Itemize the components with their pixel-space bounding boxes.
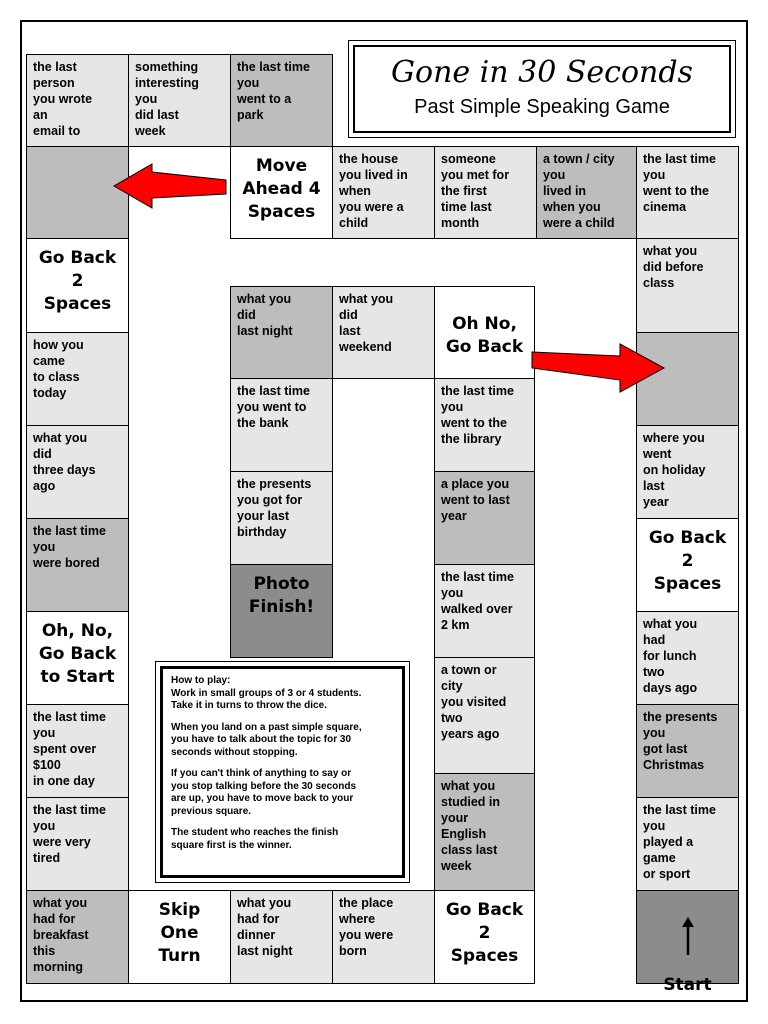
square-town-lived-child[interactable]: a town / city you lived in when you were a child [536,146,637,239]
arrow-right-icon [528,340,668,396]
square-oh-no-go-back[interactable]: Oh No, Go Back [434,286,535,379]
square-place-last-year[interactable]: a place you went to last year [434,471,535,565]
square-did-three-days-ago[interactable]: what you did three days ago [26,425,129,519]
howto-landing: When you land on a past simple square, you have to talk about the topic for 30 seconds without stopping. [171,721,362,758]
square-walked-over-2km[interactable]: the last time you walked over 2 km [434,564,535,658]
square-something-interesting[interactable]: something interesting you did last week [128,54,231,147]
square-english-class[interactable]: what you studied in your English class last week [434,773,535,891]
square-how-came-to-class[interactable]: how you came to class today [26,332,129,426]
square-last-time-park[interactable]: the last time you went to a park [230,54,333,147]
square-town-visited-two-years[interactable]: a town or city you visited two years ago [434,657,535,774]
square-birthday-presents[interactable]: the presents you got for your last birthday [230,471,333,565]
square-holiday-last-year[interactable]: where you went on holiday last year [636,425,739,519]
square-skip-one-turn[interactable]: Skip One Turn [128,890,231,984]
how-to-play-frame [160,666,405,878]
square-house-as-child[interactable]: the house you lived in when you were a child [332,146,435,239]
howto-winner: The student who reaches the finish square first is the winner. [171,827,339,851]
square-last-person-email[interactable]: the last person you wrote an email to [26,54,129,147]
title-inner-frame [353,45,731,133]
square-lunch-two-days-ago[interactable]: what you had for lunch two days ago [636,611,739,705]
square-go-back-2-bottom[interactable]: Go Back 2 Spaces [434,890,535,984]
square-spent-over-100[interactable]: the last time you spent over $100 in one day [26,704,129,798]
square-go-back-2-right[interactable]: Go Back 2 Spaces [636,518,739,612]
up-arrow-icon [678,917,698,957]
square-place-born[interactable]: the place where you were born [332,890,435,984]
square-someone-met-first[interactable]: someone you met for the first time last month [434,146,537,239]
square-last-time-library[interactable]: the last time you went to the the library [434,378,535,472]
square-last-time-cinema[interactable]: the last time you went to the cinema [636,146,739,239]
square-dinner-last-night[interactable]: what you had for dinner last night [230,890,333,984]
square-go-back-2-left[interactable]: Go Back 2 Spaces [26,238,129,333]
howto-intro: How to play: Work in small groups of 3 or 4 students. Take it in turns to throw the dice. [171,675,362,711]
game-subtitle: Past Simple Speaking Game [414,96,670,118]
game-title: Gone in 30 Seconds [391,55,693,90]
square-photo-finish[interactable]: Photo Finish! [230,564,333,658]
square-start[interactable] [636,890,739,995]
howto-penalty: If you can't think of anything to say or you stop talking before the 30 seconds are up, you have to move back to your previous square. [171,768,357,817]
start-label: Start [663,975,712,995]
title-box [348,40,736,138]
square-last-time-bored[interactable]: the last time you were bored [26,518,129,612]
square-go-back-to-start[interactable]: Oh, No, Go Back to Start [26,611,129,705]
square-did-before-class[interactable]: what you did before class [636,238,739,333]
square-christmas-presents[interactable]: the presents you got last Christmas [636,704,739,798]
square-played-game[interactable]: the last time you played a game or sport [636,797,739,891]
arrow-left-icon [110,164,230,212]
how-to-play-box [155,661,410,883]
square-move-ahead-4[interactable]: Move Ahead 4 Spaces [230,146,333,239]
square-last-time-bank[interactable]: the last time you went to the bank [230,378,333,472]
square-did-last-night[interactable]: what you did last night [230,286,333,379]
square-did-last-weekend[interactable]: what you did last weekend [332,286,435,379]
square-breakfast-this-morning[interactable]: what you had for breakfast this morning [26,890,129,984]
square-very-tired[interactable]: the last time you were very tired [26,797,129,891]
